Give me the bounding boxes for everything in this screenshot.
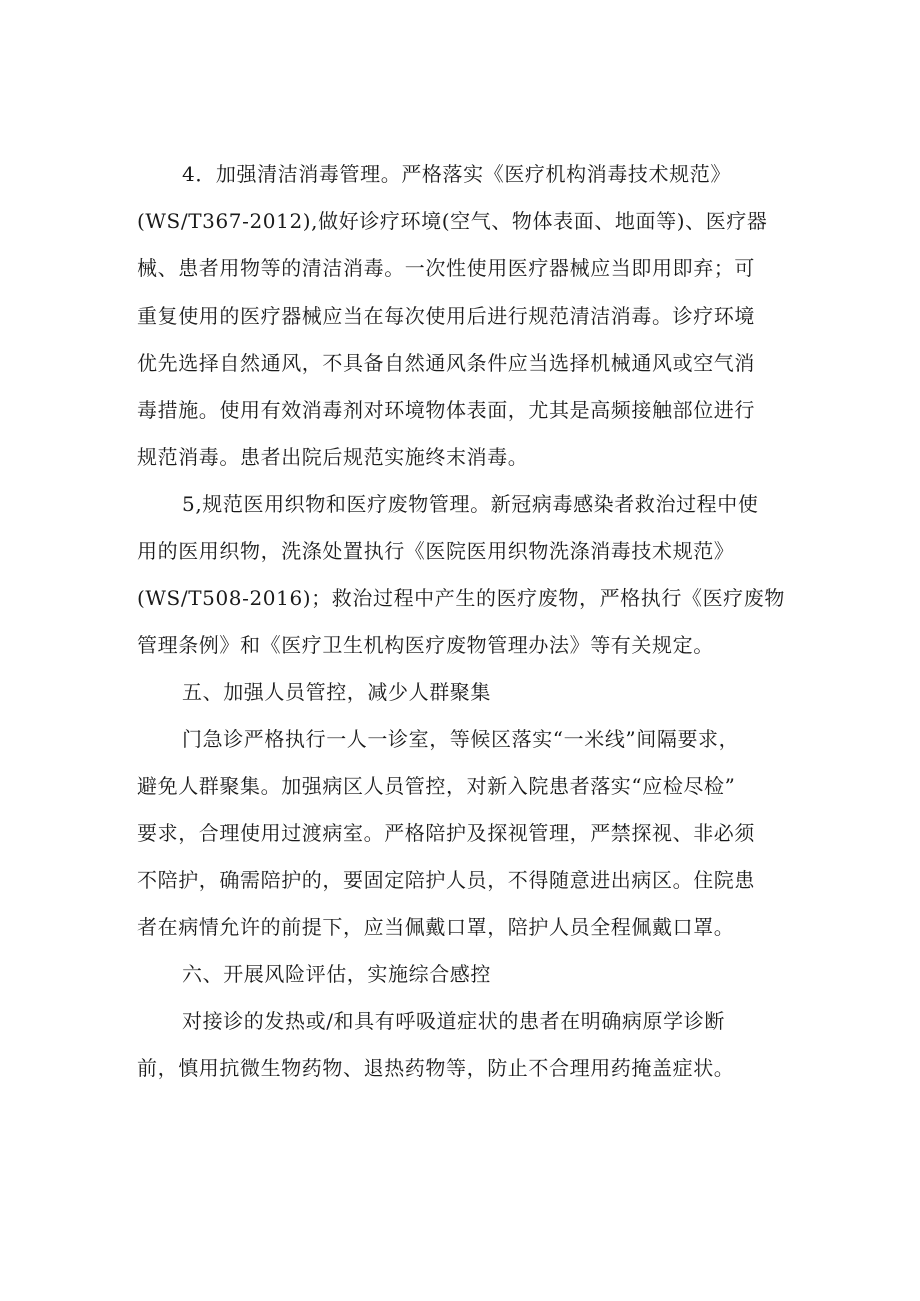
- paragraph-4-line-7: 规范消毒。患者出院后规范实施终末消毒。: [137, 445, 529, 469]
- paragraph-5-line-2: 用的医用织物，洗涤处置执行《医院医用织物洗涤消毒技术规范》: [137, 539, 735, 563]
- paragraph-six-line-2: 避免人群聚集。加强病区人员管控，对新入院患者落实“应检尽检”: [137, 774, 736, 798]
- paragraph-4-line-3: 械、患者用物等的清洁消毒。一次性使用医疗器械应当即用即弃；可: [137, 256, 755, 280]
- paragraph-seven-line-1: 对接诊的发热或/和具有呼吸道症状的患者在明确病原学诊断: [182, 1009, 725, 1033]
- section-heading-six: 六、开展风险评估，实施综合感控: [182, 962, 491, 986]
- paragraph-seven-line-2: 前，慎用抗微生物药物、退热药物等，防止不合理用药掩盖症状。: [137, 1056, 735, 1080]
- paragraph-4-line-6: 毒措施。使用有效消毒剂对环境物体表面，尤其是高频接触部位进行: [137, 398, 755, 422]
- paragraph-six-line-5: 者在病情允许的前提下，应当佩戴口罩，陪护人员全程佩戴口罩。: [137, 915, 735, 939]
- paragraph-six-line-4: 不陪护，确需陪护的，要固定陪护人员，不得随意进出病区。住院患: [137, 868, 755, 892]
- paragraph-4-line-1: 4．加强清洁消毒管理。严格落实《医疗机构消毒技术规范》: [182, 162, 731, 186]
- paragraph-4-line-4: 重复使用的医疗器械应当在每次使用后进行规范清洁消毒。诊疗环境: [137, 304, 755, 328]
- paragraph-5-line-4: 管理条例》和《医疗卫生机构医疗废物管理办法》等有关规定。: [137, 633, 714, 657]
- paragraph-six-line-3: 要求，合理使用过渡病室。严格陪护及探视管理，严禁探视、非必须: [137, 821, 755, 845]
- paragraph-six-line-1: 门急诊严格执行一人一诊室，等候区落实“一米线”间隔要求，: [182, 727, 740, 751]
- paragraph-5-line-1: 5,规范医用织物和医疗废物管理。新冠病毒感染者救治过程中使: [182, 492, 759, 516]
- paragraph-4-line-5: 优先选择自然通风，不具备自然通风条件应当选择机械通风或空气消: [137, 351, 755, 375]
- section-heading-five: 五、加强人员管控，减少人群聚集: [182, 680, 491, 704]
- paragraph-5-line-3: (WS/T508-2016)；救治过程中产生的医疗废物，严格执行《医疗废物: [137, 586, 785, 610]
- paragraph-4-line-2: (WS/T367-2012),做好诊疗环境(空气、物体表面、地面等)、医疗器: [137, 209, 768, 233]
